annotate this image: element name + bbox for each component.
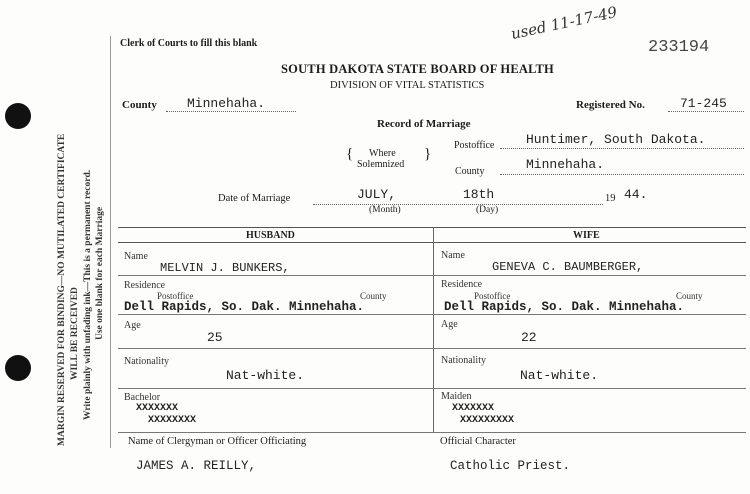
wife-residence: Dell Rapids, So. Dak. Minnehaha. [444, 300, 685, 314]
margin-notice-line1: MARGIN RESERVED FOR BINDING—NO MUTILATED CERTIFICATE [57, 133, 67, 446]
husband-nationality: Nat-white. [226, 368, 305, 383]
solemnized-county-value: Minnehaha. [526, 157, 605, 172]
maiden-strike-1: XXXXXXX [452, 403, 495, 414]
wife-residence-label: Residence [441, 279, 483, 290]
marriage-year: 44. [624, 187, 648, 202]
wife-heading: WIFE [573, 230, 600, 241]
solemnized-label: Solemnized [357, 159, 405, 170]
wife-name-label: Name [441, 250, 465, 261]
month-caption: (Month) [369, 205, 401, 215]
clerk-instruction: Clerk of Courts to fill this blank [120, 38, 258, 49]
official-character-label: Official Character [440, 436, 516, 447]
solemnized-county-label: County [455, 166, 485, 177]
form-left-border [110, 36, 111, 448]
wife-nationality-label: Nationality [441, 355, 486, 366]
wife-county-label: County [676, 291, 703, 301]
husband-age: 25 [207, 330, 223, 345]
husband-heading: HUSBAND [246, 230, 295, 241]
day-caption: (Day) [476, 205, 499, 215]
husband-nationality-label: Nationality [124, 356, 169, 367]
record-title: Record of Marriage [377, 118, 471, 130]
marriage-day: 18th [463, 187, 495, 202]
registered-number: 71-245 [680, 96, 727, 111]
division-subtitle: DIVISION OF VITAL STATISTICS [330, 80, 485, 91]
husband-postoffice-label: Postoffice [157, 291, 194, 301]
county-label: County [122, 99, 157, 111]
husband-name-label: Name [124, 251, 148, 262]
husband-residence-label: Residence [124, 280, 166, 291]
margin-instruction-line2: Use one blank for each Marriage [95, 206, 105, 340]
board-title: SOUTH DAKOTA STATE BOARD OF HEALTH [281, 62, 554, 76]
wife-name: GENEVA C. BAUMBERGER, [492, 260, 644, 274]
handwritten-note: used 11-17-49 [509, 2, 619, 44]
date-label: Date of Marriage [218, 193, 291, 204]
registered-label: Registered No. [576, 99, 645, 111]
bachelor-label: Bachelor [124, 392, 161, 403]
officiant-name: JAMES A. REILLY, [136, 459, 257, 473]
maiden-strike-2: XXXXXXXXX [460, 415, 515, 426]
official-character: Catholic Priest. [450, 459, 571, 473]
year-prefix: 19 [605, 193, 616, 204]
margin-instruction-line1: Write plainly with unfading ink—This is a permanent record. [83, 169, 93, 420]
husband-residence: Dell Rapids, So. Dak. Minnehaha. [124, 300, 365, 314]
marriage-certificate: MARGIN RESERVED FOR BINDING—NO MUTILATED CERTIFICATE WILL BE RECEIVED Write plainly with unfading ink—This is a permanent record. Use one blank for each Marriage Clerk of Courts to fill this blank used 11-17-49 233194 SOUTH DAKOTA STATE BOARD OF HEALTH DIVISION OF VITAL STATISTICS County Minnehaha. Registered No. 71-245 Record of Marriage { Where Solemnized } Postoffice Huntimer, South Dakota. County Minnehaha. Date of Marriage JULY, 18th 19 44. (Month) (Day) HUSBAND WIFE Name MELVIN J. BUNKERS, Name GENEVA C. BAUMBERGER, Residence Postoffice County Dell Rapids, So. Dak. Minnehaha. Residence Postoffice County Dell Rapids, So. Dak. Minnehaha. Age 25 Age 22 Nationality Nat-white. Nationality Nat-white. Bachelor XXXXXXX XXXXXXXX Maiden XXXXXXX XXXXXXXXX Name of Clergyman or Officer Officiating Official Character JAMES A. REILLY, Catholic Priest. [0, 0, 750, 494]
wife-nationality: Nat-white. [520, 368, 599, 383]
bachelor-strike-1: XXXXXXX [136, 403, 179, 414]
officiant-label: Name of Clergyman or Officer Officiating [128, 436, 307, 447]
bachelor-strike-2: XXXXXXXX [148, 415, 197, 426]
postoffice-value: Huntimer, South Dakota. [526, 132, 706, 147]
wife-age-label: Age [441, 319, 458, 330]
punch-hole-icon [5, 103, 31, 129]
punch-hole-icon [5, 355, 31, 381]
margin-notice-line2: WILL BE RECEIVED [70, 287, 80, 380]
wife-postoffice-label: Postoffice [474, 291, 511, 301]
wife-age: 22 [521, 330, 537, 345]
postoffice-label: Postoffice [454, 140, 495, 151]
certificate-number: 233194 [648, 38, 710, 57]
marriage-month: JULY, [357, 187, 397, 202]
county-value: Minnehaha. [187, 96, 266, 111]
maiden-label: Maiden [441, 391, 472, 402]
husband-name: MELVIN J. BUNKERS, [160, 261, 290, 275]
husband-age-label: Age [124, 320, 141, 331]
husband-county-label: County [360, 291, 387, 301]
where-label: Where [369, 148, 396, 159]
